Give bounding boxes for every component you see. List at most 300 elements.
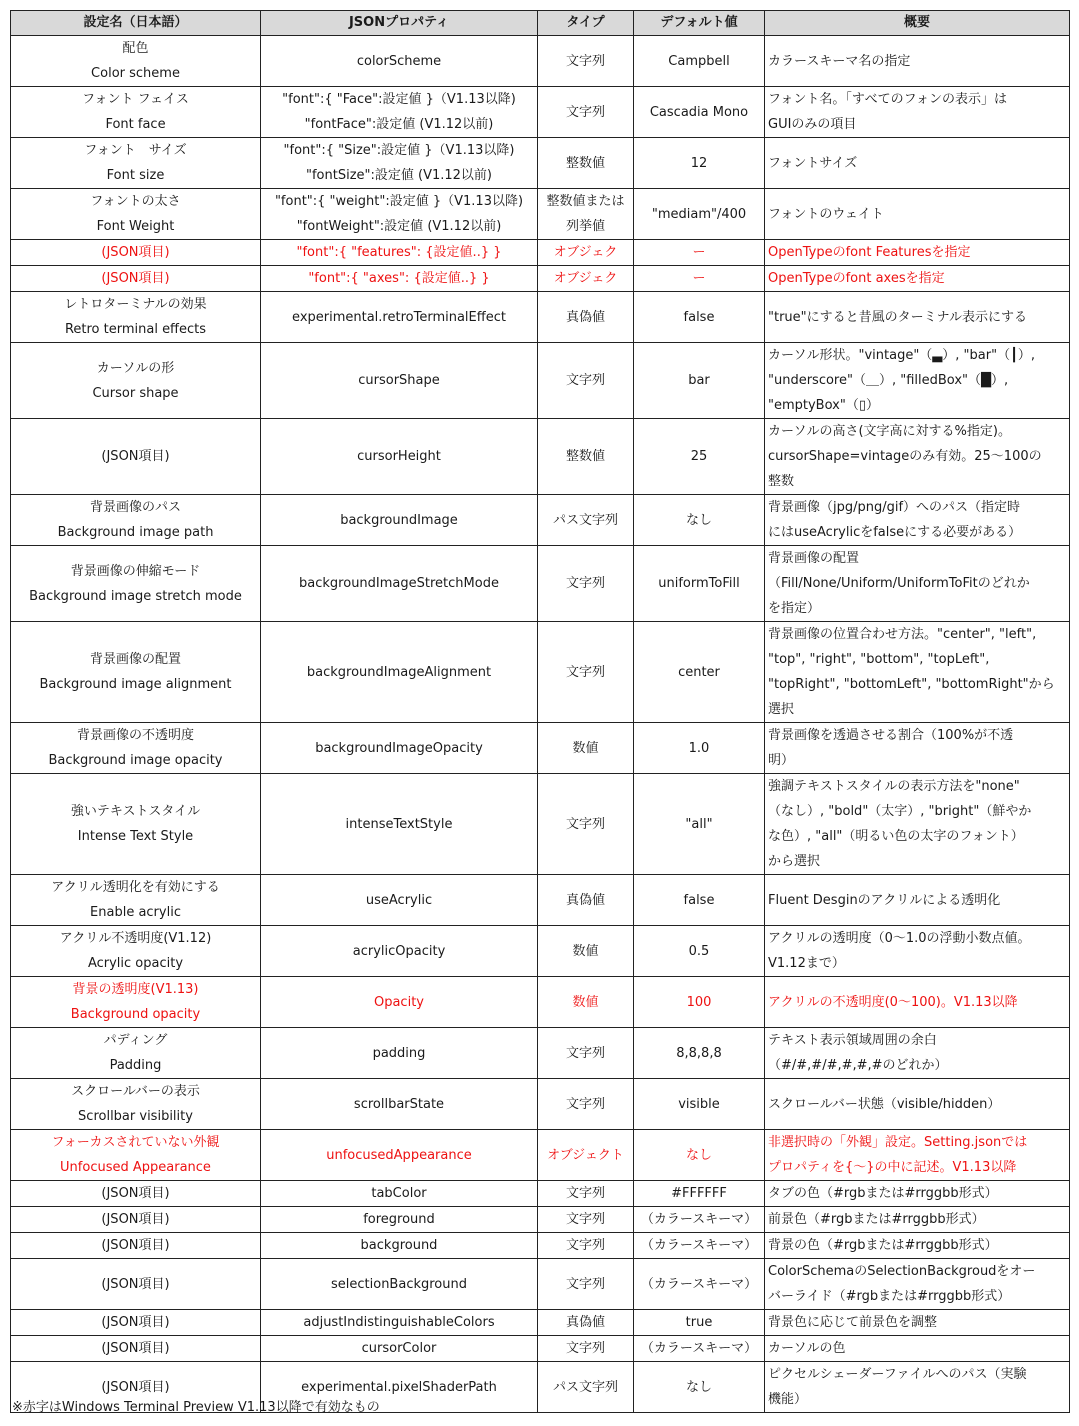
cell-json-property xyxy=(261,926,538,977)
cell-type xyxy=(538,1181,634,1207)
cell-setting-name-line: アクリル透明化を有効にする xyxy=(51,880,220,895)
cell-type-line: 文字列 xyxy=(565,1045,605,1061)
cell-summary-line: テキスト表示領域周囲の余白 xyxy=(768,1033,937,1048)
cell-setting-name-line: Padding xyxy=(109,1058,162,1073)
cell-summary xyxy=(765,1207,1070,1233)
cell-setting-name xyxy=(11,1310,261,1336)
settings-table xyxy=(10,10,1070,1413)
cell-json-property-line: "font":{ "Size":設定値 }（V1.13以降) xyxy=(283,143,515,158)
cell-type xyxy=(538,343,634,419)
header-setting-name: 設定名（日本語） xyxy=(11,11,261,36)
cell-json-property xyxy=(261,495,538,546)
cell-json-property xyxy=(261,1259,538,1310)
cell-setting-name-line: Cursor shape xyxy=(92,385,179,401)
table-row xyxy=(11,1130,1070,1181)
cell-default-value xyxy=(634,343,765,419)
cell-summary-line: プロパティを{〜}の中に記述。V1.13以降 xyxy=(768,1160,1017,1175)
cell-setting-name-line: フォント フェイス xyxy=(82,92,189,107)
table-row xyxy=(11,343,1070,419)
cell-default-value-line: （カラースキーマ） xyxy=(640,1212,758,1227)
cell-json-property-line: "font":{ "weight":設定値 }（V1.13以降) xyxy=(274,194,524,209)
cell-default-value-line: Cascadia Mono xyxy=(649,104,749,120)
cell-json-property-line: "fontFace":設定値 (V1.12以前) xyxy=(304,117,494,132)
cell-setting-name xyxy=(11,1207,261,1233)
cell-default-value-line: 100 xyxy=(686,994,712,1010)
cell-default-value xyxy=(634,36,765,87)
cell-summary-line: カーソルの色 xyxy=(768,1341,846,1356)
cell-setting-name-line: Unfocused Appearance xyxy=(60,1160,211,1175)
cell-setting-name-line: (JSON項目) xyxy=(101,1238,170,1253)
cell-json-property-line: useAcrylic xyxy=(365,892,433,908)
cell-setting-name-line: パディング xyxy=(103,1033,168,1048)
cell-summary xyxy=(765,419,1070,495)
cell-default-value xyxy=(634,1181,765,1207)
cell-default-value-line: 0.5 xyxy=(688,943,710,959)
cell-summary xyxy=(765,292,1070,343)
cell-summary xyxy=(765,926,1070,977)
cell-json-property xyxy=(261,240,538,266)
cell-json-property xyxy=(261,419,538,495)
cell-setting-name xyxy=(11,1079,261,1130)
cell-type xyxy=(538,36,634,87)
table-row xyxy=(11,240,1070,266)
cell-json-property-line: cursorColor xyxy=(361,1341,437,1356)
cell-type xyxy=(538,1207,634,1233)
cell-json-property xyxy=(261,774,538,875)
cell-setting-name xyxy=(11,1181,261,1207)
cell-summary-line: 明） xyxy=(768,753,795,768)
cell-type xyxy=(538,1310,634,1336)
cell-json-property xyxy=(261,1310,538,1336)
cell-default-value xyxy=(634,419,765,495)
cell-setting-name-line: 背景画像の伸縮モード xyxy=(70,563,201,579)
cell-summary-line: カーソル形状。"vintage"（▃）, "bar"（┃）, xyxy=(768,348,1036,363)
cell-summary-line: 背景画像の位置合わせ方法。"center", "left", xyxy=(768,627,1037,642)
cell-default-value xyxy=(634,926,765,977)
cell-summary-line: （なし）, "bold"（太字）, "bright"（鮮やか xyxy=(768,804,1032,819)
cell-json-property xyxy=(261,1233,538,1259)
cell-setting-name xyxy=(11,723,261,774)
cell-json-property-line: background xyxy=(360,1238,438,1253)
header-summary: 概要 xyxy=(765,11,1070,36)
cell-type-line: 文字列 xyxy=(565,576,605,591)
cell-summary-line: 機能） xyxy=(768,1392,808,1407)
cell-json-property-line: acrylicOpacity xyxy=(352,943,446,959)
cell-json-property-line: unfocusedAppearance xyxy=(326,1147,472,1163)
cell-setting-name xyxy=(11,977,261,1028)
cell-type xyxy=(538,1362,634,1413)
cell-default-value-line: （カラースキーマ） xyxy=(640,1238,758,1253)
cell-summary-line: カーソルの高さ(文字高に対する%指定)。 xyxy=(768,424,1011,439)
cell-type-line: 数値 xyxy=(572,740,599,756)
cell-setting-name-line: (JSON項目) xyxy=(101,1341,170,1356)
cell-setting-name-line: フォントの太さ xyxy=(90,194,181,209)
cell-setting-name-line: (JSON項目) xyxy=(101,1186,170,1201)
cell-setting-name-line: Retro terminal effects xyxy=(64,322,207,337)
cell-summary-line: バーライド（#rgbまたは#rrggbb形式） xyxy=(768,1289,1011,1304)
cell-default-value xyxy=(634,189,765,240)
cell-summary-line: アクリルの不透明度(0〜100)。V1.13以降 xyxy=(768,994,1018,1010)
cell-setting-name xyxy=(11,1259,261,1310)
cell-json-property xyxy=(261,546,538,622)
cell-summary-line: 背景の色（#rgbまたは#rrggbb形式） xyxy=(768,1238,998,1253)
table-row xyxy=(11,1259,1070,1310)
cell-type-line: オブジェク xyxy=(553,271,618,286)
cell-json-property-line: "font":{ "axes": {設定値..} } xyxy=(308,271,490,286)
cell-setting-name-line: Background opacity xyxy=(70,1007,201,1022)
cell-setting-name-line: フォーカスされていない外観 xyxy=(51,1135,220,1150)
cell-json-property xyxy=(261,1079,538,1130)
cell-default-value xyxy=(634,875,765,926)
cell-type xyxy=(538,723,634,774)
cell-json-property-line: tabColor xyxy=(371,1186,427,1201)
cell-default-value-line: center xyxy=(678,664,720,680)
cell-setting-name-line: (JSON項目) xyxy=(101,245,170,260)
cell-setting-name-line: レトロターミナルの効果 xyxy=(64,297,207,312)
footnote: ※赤字はWindows Terminal Preview V1.13以降で有効なもの xyxy=(12,1400,380,1415)
cell-setting-name xyxy=(11,189,261,240)
cell-type-line: 数値 xyxy=(572,943,599,959)
cell-default-value-line: ー xyxy=(692,271,706,286)
cell-summary-line: 非選択時の「外観」設定。Setting.jsonでは xyxy=(768,1135,1028,1150)
cell-setting-name xyxy=(11,774,261,875)
cell-type xyxy=(538,1259,634,1310)
cell-summary-line: 背景画像の配置 xyxy=(768,551,860,566)
cell-default-value-line: "all" xyxy=(685,816,713,832)
cell-json-property xyxy=(261,1207,538,1233)
cell-setting-name-line: 背景画像のパス xyxy=(89,500,181,515)
cell-summary-line: 強調テキストスタイルの表示方法を"none" xyxy=(768,779,1020,794)
cell-summary-line: アクリルの透明度（0〜1.0の浮動小数点値。 xyxy=(768,931,1031,946)
header-default-value: デフォルト値 xyxy=(634,11,765,36)
cell-setting-name xyxy=(11,419,261,495)
cell-type-line: 文字列 xyxy=(565,1238,605,1253)
table-row xyxy=(11,723,1070,774)
cell-summary xyxy=(765,240,1070,266)
cell-summary-line: な色）, "all"（明るい色の太字のフォント） xyxy=(768,829,1024,844)
cell-type xyxy=(538,189,634,240)
cell-json-property xyxy=(261,292,538,343)
cell-json-property xyxy=(261,1028,538,1079)
cell-summary xyxy=(765,1181,1070,1207)
cell-json-property xyxy=(261,189,538,240)
cell-json-property-line: backgroundImage xyxy=(340,512,458,528)
cell-default-value xyxy=(634,546,765,622)
cell-json-property xyxy=(261,138,538,189)
cell-setting-name-line: アクリル不透明度(V1.12) xyxy=(59,931,212,946)
cell-default-value-line: 8,8,8,8 xyxy=(676,1045,722,1061)
cell-summary xyxy=(765,189,1070,240)
table-row xyxy=(11,1181,1070,1207)
cell-summary xyxy=(765,343,1070,419)
cell-default-value-line: Campbell xyxy=(668,53,730,69)
cell-summary-line: から選択 xyxy=(768,854,821,869)
cell-setting-name xyxy=(11,138,261,189)
cell-type xyxy=(538,240,634,266)
cell-default-value xyxy=(634,240,765,266)
cell-type xyxy=(538,495,634,546)
cell-setting-name-line: Color scheme xyxy=(91,66,180,81)
cell-setting-name-line: Scrollbar visibility xyxy=(78,1109,193,1124)
cell-setting-name-line: 背景画像の配置 xyxy=(89,652,181,667)
cell-summary xyxy=(765,875,1070,926)
cell-summary xyxy=(765,138,1070,189)
cell-default-value xyxy=(634,87,765,138)
cell-type-line: 真偽値 xyxy=(565,309,605,325)
cell-setting-name xyxy=(11,343,261,419)
cell-summary-line: フォント名。「すべてのフォンの表示」は xyxy=(768,92,1007,107)
table-row xyxy=(11,926,1070,977)
cell-setting-name-line: スクロールバーの表示 xyxy=(71,1084,200,1099)
cell-type xyxy=(538,292,634,343)
cell-summary-line: 背景画像を透過させる割合（100%が不透 xyxy=(768,728,1014,743)
cell-type-line: 文字列 xyxy=(565,1212,605,1227)
cell-type xyxy=(538,138,634,189)
cell-summary-line: GUIのみの項目 xyxy=(768,117,857,132)
cell-summary-line: 選択 xyxy=(768,702,795,717)
cell-type xyxy=(538,1079,634,1130)
table-row xyxy=(11,292,1070,343)
cell-default-value xyxy=(634,622,765,723)
cell-default-value xyxy=(634,1336,765,1362)
cell-summary-line: 背景画像（jpg/png/gif）へのパス（指定時 xyxy=(768,500,1021,515)
cell-setting-name-line: 強いテキストスタイル xyxy=(70,804,201,819)
table-row xyxy=(11,1310,1070,1336)
cell-summary-line: カラースキーマ名の指定 xyxy=(768,53,911,69)
cell-json-property-line: Opacity xyxy=(373,994,424,1010)
cell-default-value xyxy=(634,1259,765,1310)
table-row xyxy=(11,622,1070,723)
table-header-row xyxy=(11,11,1070,36)
cell-json-property-line: experimental.pixelShaderPath xyxy=(301,1379,497,1395)
cell-setting-name xyxy=(11,926,261,977)
cell-default-value-line: false xyxy=(683,309,715,325)
cell-type xyxy=(538,1233,634,1259)
table-row xyxy=(11,1028,1070,1079)
cell-setting-name-line: Font Weight xyxy=(96,219,175,234)
cell-summary xyxy=(765,1130,1070,1181)
cell-summary xyxy=(765,1233,1070,1259)
cell-setting-name-line: (JSON項目) xyxy=(101,1315,170,1330)
cell-summary xyxy=(765,495,1070,546)
cell-json-property-line: padding xyxy=(372,1045,426,1061)
cell-summary xyxy=(765,622,1070,723)
cell-json-property-line: cursorHeight xyxy=(357,449,441,464)
cell-default-value xyxy=(634,977,765,1028)
table-row xyxy=(11,1233,1070,1259)
cell-json-property-line: intenseTextStyle xyxy=(345,816,453,832)
cell-type-line: 真偽値 xyxy=(565,892,605,908)
table-body xyxy=(11,36,1070,1413)
cell-type-line: パス文字列 xyxy=(552,512,618,528)
table-row xyxy=(11,774,1070,875)
cell-setting-name xyxy=(11,266,261,292)
table-row xyxy=(11,266,1070,292)
cell-json-property xyxy=(261,875,538,926)
cell-summary xyxy=(765,36,1070,87)
table-row xyxy=(11,546,1070,622)
cell-summary-line: Fluent Desginのアクリルによる透明化 xyxy=(768,892,1001,908)
cell-default-value-line: ー xyxy=(692,245,706,260)
table-row xyxy=(11,87,1070,138)
cell-default-value-line: false xyxy=(683,892,715,908)
cell-setting-name xyxy=(11,1130,261,1181)
cell-setting-name-line: (JSON項目) xyxy=(101,449,170,464)
cell-json-property-line: cursorShape xyxy=(358,373,440,388)
cell-setting-name xyxy=(11,240,261,266)
cell-type-line: 真偽値 xyxy=(565,1315,605,1330)
cell-default-value-line: visible xyxy=(678,1096,720,1112)
cell-type-line: 文字列 xyxy=(565,373,605,388)
cell-summary-line: "emptyBox"（▯） xyxy=(768,398,879,413)
table-row xyxy=(11,419,1070,495)
cell-setting-name-line: Font face xyxy=(105,117,166,132)
cell-type xyxy=(538,546,634,622)
cell-summary-line: "true"にすると昔風のターミナル表示にする xyxy=(768,309,1027,325)
cell-json-property xyxy=(261,343,538,419)
cell-json-property-line: "fontSize":設定値 (V1.12以前) xyxy=(305,168,492,183)
cell-default-value xyxy=(634,1028,765,1079)
cell-summary-line: 背景色に応じて前景色を調整 xyxy=(768,1315,938,1330)
cell-default-value-line: "mediam"/400 xyxy=(651,206,747,222)
cell-summary-line: 整数 xyxy=(768,474,795,489)
cell-default-value-line: #FFFFFF xyxy=(671,1186,727,1201)
cell-setting-name xyxy=(11,87,261,138)
cell-type-line: 文字列 xyxy=(565,1341,605,1356)
cell-summary-line: スクロールバー状態（visible/hidden） xyxy=(768,1096,1001,1112)
cell-setting-name-line: 配色 xyxy=(122,41,149,56)
cell-setting-name-line: Enable acrylic xyxy=(90,905,181,920)
cell-default-value-line: bar xyxy=(688,373,710,388)
cell-summary xyxy=(765,774,1070,875)
cell-summary-line: OpenTypeのfont axesを指定 xyxy=(768,271,945,286)
cell-type xyxy=(538,266,634,292)
cell-summary-line: 前景色（#rgbまたは#rrggbb形式） xyxy=(768,1212,985,1227)
cell-json-property xyxy=(261,1336,538,1362)
cell-type-line: 文字列 xyxy=(565,1186,605,1201)
cell-type-line: オブジェクト xyxy=(547,1147,624,1163)
header-json-property: JSONプロパティ xyxy=(261,11,538,36)
cell-setting-name-line: Background image alignment xyxy=(39,677,232,692)
cell-default-value xyxy=(634,1207,765,1233)
cell-summary xyxy=(765,977,1070,1028)
cell-summary xyxy=(765,1028,1070,1079)
table-row xyxy=(11,36,1070,87)
cell-type xyxy=(538,875,634,926)
cell-setting-name xyxy=(11,495,261,546)
table-row xyxy=(11,138,1070,189)
cell-setting-name xyxy=(11,1336,261,1362)
cell-json-property-line: selectionBackground xyxy=(331,1276,467,1292)
cell-default-value xyxy=(634,1362,765,1413)
cell-default-value xyxy=(634,292,765,343)
cell-default-value xyxy=(634,1233,765,1259)
cell-default-value-line: 25 xyxy=(690,449,708,464)
cell-summary-line: （#/#,#/#,#,#,#のどれか） xyxy=(768,1058,948,1073)
cell-summary xyxy=(765,1259,1070,1310)
cell-type-line: 整数値 xyxy=(565,155,605,171)
cell-json-property-line: "fontWeight":設定値 (V1.12以前) xyxy=(296,219,502,234)
cell-setting-name-line: Font size xyxy=(106,168,165,183)
cell-setting-name-line: (JSON項目) xyxy=(101,271,170,286)
cell-json-property xyxy=(261,622,538,723)
cell-json-property-line: foreground xyxy=(363,1212,435,1227)
cell-setting-name xyxy=(11,546,261,622)
cell-type xyxy=(538,1336,634,1362)
cell-default-value xyxy=(634,1310,765,1336)
cell-setting-name-line: フォント サイズ xyxy=(84,143,187,158)
cell-type-line: 整数値または xyxy=(546,194,625,209)
cell-type xyxy=(538,774,634,875)
cell-json-property-line: "font":{ "Face":設定値 }（V1.13以降) xyxy=(282,92,516,107)
cell-summary xyxy=(765,1362,1070,1413)
table-row xyxy=(11,1336,1070,1362)
cell-summary xyxy=(765,87,1070,138)
cell-json-property xyxy=(261,1181,538,1207)
cell-default-value-line: 12 xyxy=(690,155,708,171)
cell-setting-name-line: Intense Text Style xyxy=(77,829,194,844)
cell-type-line: 数値 xyxy=(572,994,599,1010)
cell-setting-name xyxy=(11,36,261,87)
cell-type-line: オブジェク xyxy=(553,245,618,260)
cell-type-line: 文字列 xyxy=(565,1276,605,1292)
cell-summary-line: （Fill/None/Uniform/UniformToFitのどれか xyxy=(768,576,1030,591)
cell-setting-name-line: Background image opacity xyxy=(48,753,223,768)
cell-default-value-line: 1.0 xyxy=(688,740,710,756)
cell-json-property-line: experimental.retroTerminalEffect xyxy=(292,309,506,325)
cell-type-line: 文字列 xyxy=(565,816,605,832)
table-row xyxy=(11,1079,1070,1130)
cell-summary-line: にはuseAcrylicをfalseにする必要がある） xyxy=(768,525,1022,540)
cell-setting-name-line: Background image path xyxy=(57,525,214,540)
cell-default-value xyxy=(634,723,765,774)
cell-json-property-line: colorScheme xyxy=(356,53,442,69)
cell-default-value xyxy=(634,1130,765,1181)
cell-default-value xyxy=(634,774,765,875)
cell-default-value-line: （カラースキーマ） xyxy=(640,1276,758,1292)
cell-json-property xyxy=(261,977,538,1028)
header-type: タイプ xyxy=(538,11,634,36)
cell-summary-line: フォントのウェイト xyxy=(768,206,884,222)
cell-default-value xyxy=(634,495,765,546)
cell-type-line: 文字列 xyxy=(565,104,605,120)
table-row xyxy=(11,189,1070,240)
cell-summary-line: を指定） xyxy=(768,601,821,616)
cell-summary-line: V1.12まで） xyxy=(768,956,845,971)
cell-default-value-line: なし xyxy=(685,1147,712,1163)
cell-summary-line: ピクセルシェーダーファイルへのパス（実験 xyxy=(768,1367,1027,1382)
cell-type xyxy=(538,419,634,495)
cell-setting-name xyxy=(11,292,261,343)
cell-summary-line: "underscore"（＿）, "filledBox"（█）, xyxy=(768,373,1009,388)
cell-type xyxy=(538,622,634,723)
cell-type-line: パス文字列 xyxy=(552,1379,618,1395)
cell-json-property xyxy=(261,266,538,292)
cell-default-value-line: uniformToFill xyxy=(658,576,740,591)
cell-setting-name-line: Background image stretch mode xyxy=(29,588,242,604)
cell-summary xyxy=(765,723,1070,774)
cell-summary xyxy=(765,546,1070,622)
cell-type-line: 文字列 xyxy=(565,53,605,69)
cell-default-value-line: なし xyxy=(685,512,712,528)
table-row xyxy=(11,977,1070,1028)
cell-json-property-line: backgroundImageStretchMode xyxy=(299,576,499,591)
cell-summary-line: "top", "right", "bottom", "topLeft", xyxy=(768,652,990,667)
table-row xyxy=(11,495,1070,546)
cell-default-value xyxy=(634,138,765,189)
cell-default-value-line: （カラースキーマ） xyxy=(640,1341,758,1356)
cell-type-line: 文字列 xyxy=(565,1096,605,1112)
